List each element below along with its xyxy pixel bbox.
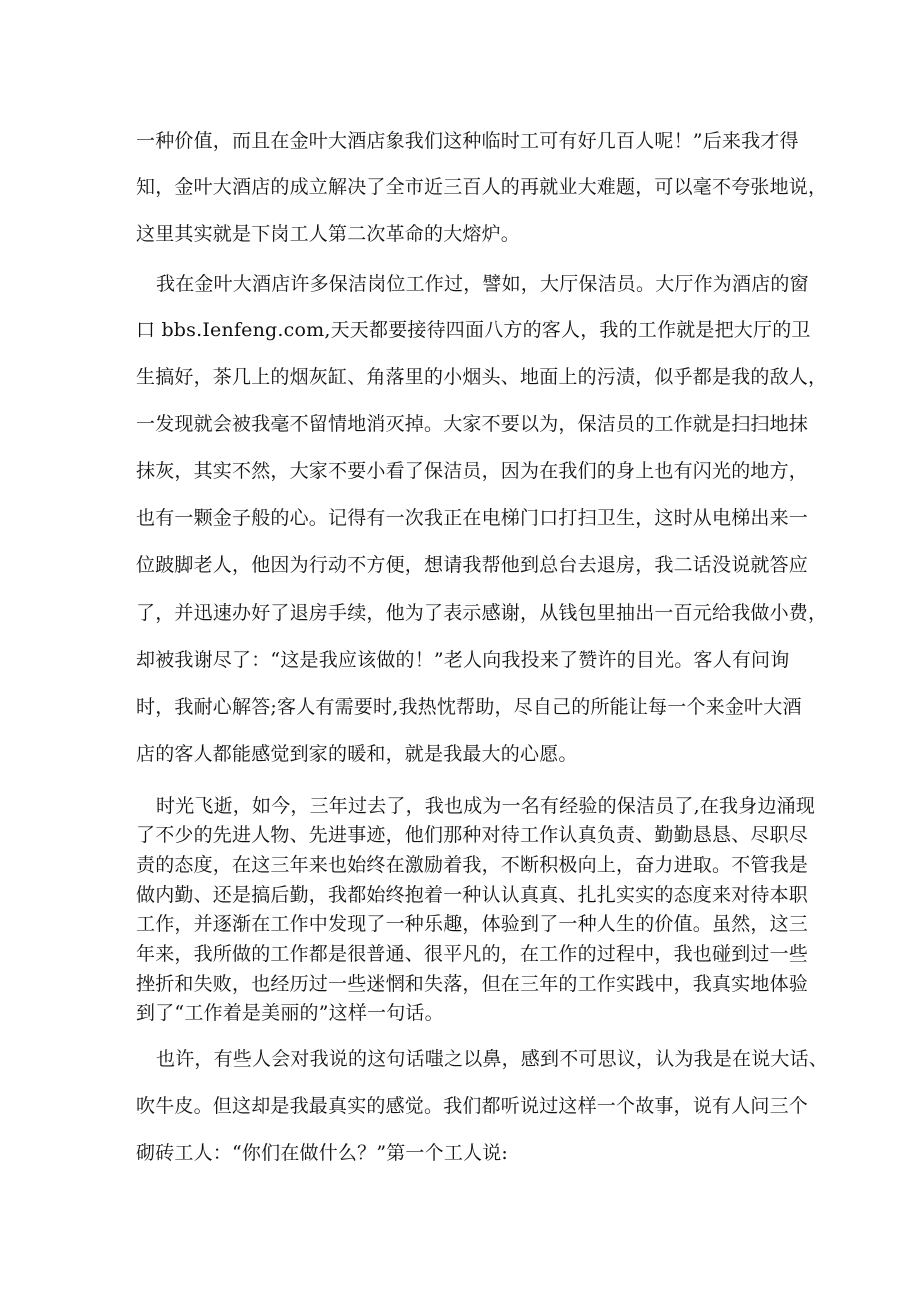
text-line: 了，并迅速办好了退房手续，他为了表示感谢，从钱包里抽出一百元给我做小费， [136, 602, 828, 624]
text-line: 口 bbs.Ienfeng.com,天天都要接待四面八方的客人，我的工作就是把大厅的卫 [136, 319, 811, 341]
text-line: 到了“工作着是美丽的”这样一句话。 [136, 1002, 444, 1024]
text-line: 知，金叶大酒店的成立解决了全市近三百人的再就业大难题，可以毫不夸张地说， [136, 176, 828, 198]
text-line: 时光飞逝，如今，三年过去了，我也成为一名有经验的保洁员了,在我身边涌现 [156, 795, 816, 817]
text-line: 店的客人都能感觉到家的暖和，就是我最大的心愿。 [136, 743, 578, 765]
text-line: 也许，有些人会对我说的这句话嗤之以鼻，感到不可思议，认为我是在说大话、 [156, 1048, 829, 1070]
text-line: 却被我谢尽了：“这是我应该做的！”老人向我投来了赞许的目光。客人有问询 [136, 649, 790, 671]
text-line: 位跛脚老人，他因为行动不方便，想请我帮他到总台去退房，我二话没说就答应 [136, 554, 809, 576]
text-line: 砌砖工人：“你们在做什么？”第一个工人说: [136, 1142, 509, 1164]
text-line: 吹牛皮。但这却是我最真实的感觉。我们都听说过这样一个故事，说有人问三个 [136, 1095, 809, 1117]
text-line: 抹灰，其实不然，大家不要小看了保洁员，因为在我们的身上也有闪光的地方， [136, 460, 809, 482]
text-line: 责的态度，在这三年来也始终在激励着我，不断积极向上，奋力进取。不管我是 [136, 854, 809, 876]
text-line: 年来，我所做的工作都是很普通、很平凡的，在工作的过程中，我也碰到过一些 [136, 943, 809, 965]
text-line: 做内勤、还是搞后勤，我都始终抱着一种认认真真、扎扎实实的态度来对待本职 [136, 884, 809, 906]
text-line: 也有一颗金子般的心。记得有一次我正在电梯门口打扫卫生，这时从电梯出来一 [136, 507, 809, 529]
text-line: 这里其实就是下岗工人第二次革命的大熔炉。 [136, 223, 521, 245]
text-line: 挫折和失败，也经历过一些迷惘和失落，但在三年的工作实践中，我真实地体验 [136, 973, 809, 995]
text-line: 生搞好，茶几上的烟灰缸、角落里的小烟头、地面上的污渍，似乎都是我的敌人， [136, 366, 828, 388]
text-line: 一种价值，而且在金叶大酒店象我们这种临时工可有好几百人呢！”后来我才得 [136, 130, 799, 152]
text-line: 了不少的先进人物、先进事迹，他们那种对待工作认真负责、勤勤恳恳、尽职尽 [136, 824, 809, 846]
text-line: 时，我耐心解答;客人有需要时,我热忱帮助，尽自己的所能让每一个来金叶大酒 [136, 696, 802, 718]
text-line: 工作，并逐渐在工作中发现了一种乐趣，体验到了一种人生的价值。虽然，这三 [136, 913, 809, 935]
text-line: 一发现就会被我毫不留情地消灭掉。大家不要以为，保洁员的工作就是扫扫地抹 [136, 413, 809, 435]
text-line: 我在金叶大酒店许多保洁岗位工作过，譬如，大厅保洁员。大厅作为酒店的窗 [156, 273, 809, 295]
